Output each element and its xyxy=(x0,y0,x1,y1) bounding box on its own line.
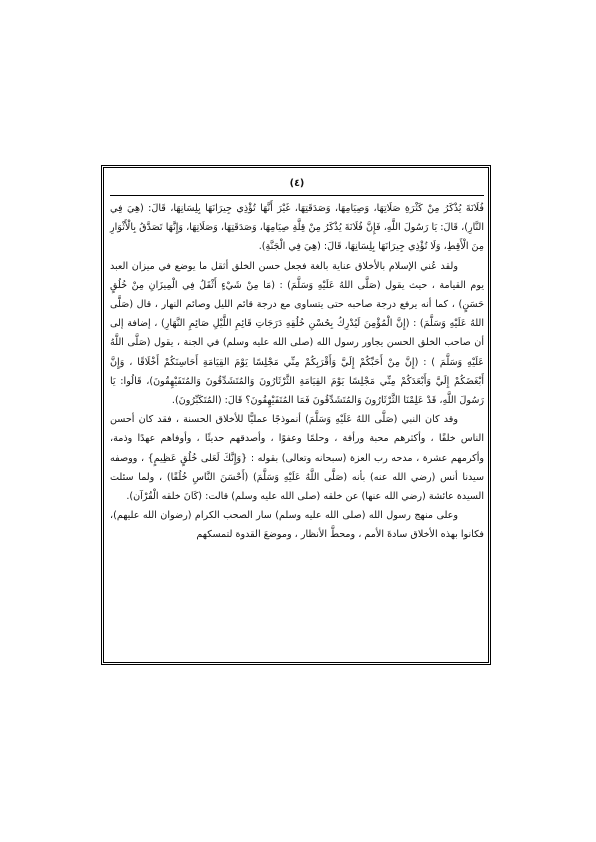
hadith-continuation-paragraph: فُلَانَةَ يُذْكَرُ مِنْ كَثْرَةِ صَلَاتِهَا، وَصِيَامِهَا، وَصَدَقَتِهَا، غَيْرَ أَنَّهَا تُؤْذِي جِيرَانَهَا بِلِسَانِهَا، قَالَ: (هِيَ فِي النَّارِ)، قَالَ: يَا رَسُولَ اللَّهِ، فَإِنَّ فُلَانَةَ يُذْكَرُ مِنْ قِلَّةِ صِيَامِهَا، وَصَدَقَتِهَا، وَصَلَاتِهَا، وَإِنَّهَا تَصَدَّقُ بِالْأَثْوَارِ مِنَ الْأَقِطِ، وَلَا تُؤْذِي جِيرَانَهَا بِلِسَانِهَا، قَالَ: (هِيَ فِي الْجَنَّةِ). xyxy=(110,203,484,253)
paragraph-good-character-weight: ولقد عُني الإسلام بالأخلاق عناية بالغة فجعل حسن الخلق أثقل ما يوضع في ميزان العبد يوم القيامة ، حيث يقول (صَلَّى اللهُ عَلَيْهِ وَسَلَّمَ) : (مَا مِنْ شَيْءٍ أَثْقَلُ فِي الْمِيزَانِ مِنْ خُلُقٍ حَسَنٍ) ، كما أنه يرفع درجة صاحبه حتى يتساوى مع درجة قائم الليل وصائم النهار ، قال (صَلَّى اللهُ عَلَيْهِ وَسَلَّمَ) : (إِنَّ الْمُؤْمِنَ لَيُدْرِكُ بِحُسْنِ خُلُقِهِ دَرَجَاتِ قَائِمِ اللَّيْلِ صَائِمِ النَّهَارِ) ، إضافة إلى أن صاحب الخلق الحسن يجاور رسول الله (صلى الله عليه وسلم) في الجنة ، يقول (صَلَّى اللَّهُ عَلَيْهِ وَسَلَّمَ ) : (إِنَّ مِنْ أَحَبِّكُمْ إِلَيَّ وَأَقْرَبِكُمْ مِنِّي مَجْلِسًا يَوْمَ القِيَامَةِ أَحَاسِنَكُمْ أَخْلَاقًا ، وَإِنَّ أَبْغَضَكُمْ إِلَيَّ وَأَبْعَدَكُمْ مِنِّي مَجْلِسًا يَوْمَ القِيَامَةِ الثَّرْثَارُونَ وَالمُتَشَدِّقُونَ وَالمُتَفَيْهِقُونَ)، قَالُوا: يَا رَسُولَ اللَّهِ، قَدْ عَلِمْنَا الثَّرْثَارُونَ وَالمُتَشَدِّقُونَ فَمَا المُتَفَيْهِقُونَ؟ قَالَ: (المُتَكَبِّرُونَ). xyxy=(110,260,484,407)
header-rule xyxy=(110,195,484,196)
paragraph-companions: وعلى منهج رسول الله (صلى الله عليه وسلم) سار الصحب الكرام (رضوان الله عليهم)، فكانوا بهذه الأخلاق سادةَ الأمم ، ومحطَّ الأنظار ، وموضعَ القدوة لتمسكهم xyxy=(110,510,484,541)
page-number: (٤) xyxy=(289,178,305,189)
page-content xyxy=(110,176,484,545)
paragraph-prophet-model: وقد كان النبي (صَلَّى اللهُ عَلَيْهِ وَسَلَّمَ) أنموذجًا عمليًّا للأخلاق الحسنة ، فقد كان أحسن الناس خلقًا ، وأكثرهم محبة ورأفة ، وحلمًا وعفوًا ، وأصدقهم حديثًا ، وأوفاهم عهدًا وذمة، وأكرمهم عشرة ، مدحه رب العزة (سبحانه وتعالى) بقوله : {وَإِنَّكَ لَعَلى خُلُقٍ عَظِيمٍ} ، ووصفه سيدنا أنس (رضي الله عنه) بأنه (صَلَّى اللَّهُ عَلَيْهِ وَسَلَّمَ) (أَحْسَنَ النَّاسِ خُلُقًا) ، ولما سئلت السيدة عائشة (رضي الله عنها) عن خلقه (صلى الله عليه وسلم) قالت: (كَانَ خلقه الْقُرْآن). xyxy=(110,414,484,503)
